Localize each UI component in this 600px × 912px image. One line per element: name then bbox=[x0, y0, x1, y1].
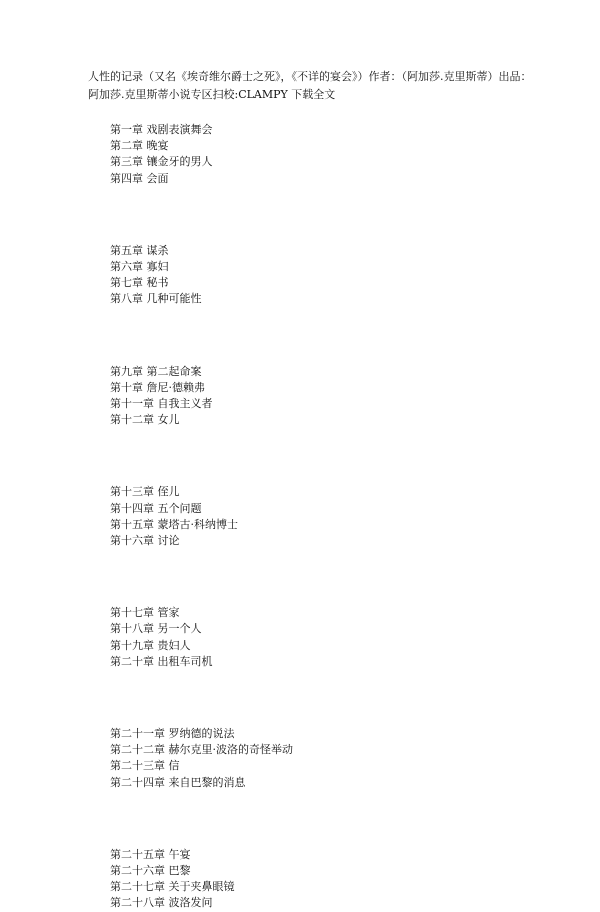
toc-group bbox=[110, 847, 530, 912]
toc-entry[interactable]: 第二十一章 罗纳德的说法 bbox=[110, 727, 235, 741]
table-of-contents bbox=[110, 122, 530, 912]
toc-group bbox=[110, 364, 530, 429]
toc-entry[interactable]: 第二十四章 来自巴黎的消息 bbox=[110, 775, 246, 789]
toc-entry[interactable]: 第十九章 贵妇人 bbox=[110, 638, 191, 652]
toc-entry[interactable]: 第十三章 侄儿 bbox=[110, 485, 180, 499]
toc-entry[interactable]: 第二十八章 波洛发问 bbox=[110, 896, 213, 910]
toc-entry[interactable]: 第二十章 出租车司机 bbox=[110, 654, 213, 668]
toc-group bbox=[110, 605, 530, 670]
toc-entry[interactable]: 第十一章 自我主义者 bbox=[110, 397, 213, 411]
toc-entry[interactable]: 第二十三章 信 bbox=[110, 759, 180, 773]
toc-entry[interactable]: 第一章 戏剧表演舞会 bbox=[110, 123, 213, 136]
toc-entry[interactable]: 第二十五章 午宴 bbox=[110, 847, 191, 861]
toc-entry[interactable]: 第十七章 管家 bbox=[110, 606, 180, 620]
document-header bbox=[88, 68, 558, 104]
toc-entry[interactable]: 第二十六章 巴黎 bbox=[110, 864, 191, 878]
toc-entry[interactable]: 第九章 第二起命案 bbox=[110, 364, 202, 378]
toc-entry[interactable]: 第十章 詹尼·德赖弗 bbox=[110, 380, 205, 394]
toc-entry[interactable]: 第四章 会面 bbox=[110, 171, 169, 185]
toc-entry[interactable]: 第八章 几种可能性 bbox=[110, 292, 202, 306]
header-line-1: 人性的记录（又名《埃奇维尔爵士之死》，《不详的宴会》）作者：（阿加莎.克里斯蒂）出品： bbox=[88, 70, 532, 83]
toc-group bbox=[110, 122, 530, 187]
toc-entry[interactable]: 第六章 寡妇 bbox=[110, 260, 169, 274]
toc-entry[interactable]: 第十四章 五个问题 bbox=[110, 501, 202, 515]
toc-entry[interactable]: 第十二章 女儿 bbox=[110, 413, 180, 427]
toc-entry[interactable]: 第十六章 讨论 bbox=[110, 534, 180, 548]
toc-entry[interactable]: 第十五章 蒙塔古·科纳博士 bbox=[110, 517, 238, 531]
toc-entry[interactable]: 第二十七章 关于夹鼻眼镜 bbox=[110, 880, 235, 894]
toc-entry[interactable]: 第七章 秘书 bbox=[110, 276, 169, 290]
toc-group bbox=[110, 243, 530, 308]
toc-group bbox=[110, 484, 530, 549]
header-line-2: 阿加莎.克里斯蒂小说专区扫校:CLAMPY 下载全文 bbox=[88, 88, 336, 101]
toc-group bbox=[110, 726, 530, 791]
toc-entry[interactable]: 第三章 镶金牙的男人 bbox=[110, 155, 213, 169]
toc-entry[interactable]: 第二章 晚宴 bbox=[110, 139, 169, 153]
toc-entry[interactable]: 第二十二章 赫尔克里·波洛的奇怪举动 bbox=[110, 743, 293, 757]
toc-entry[interactable]: 第五章 谋杀 bbox=[110, 243, 169, 257]
toc-entry[interactable]: 第十八章 另一个人 bbox=[110, 622, 202, 636]
